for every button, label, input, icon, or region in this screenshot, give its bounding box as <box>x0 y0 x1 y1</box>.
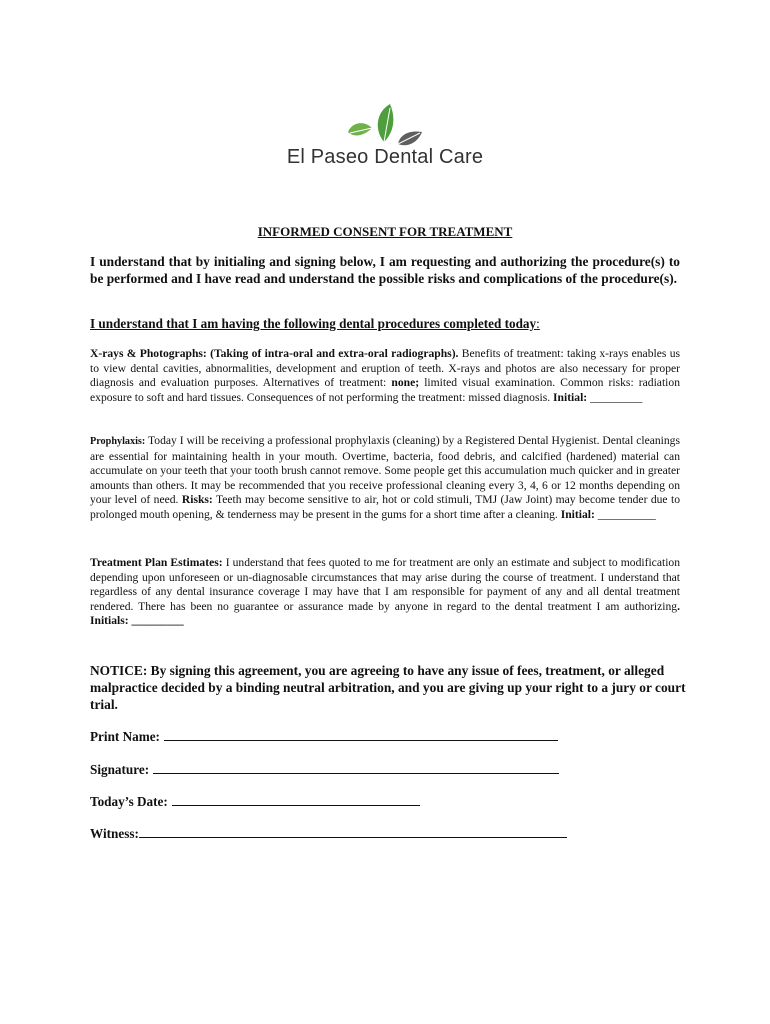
estimates-body: I understand that fees quoted to me for treatment are only an estimate and subject to modification depending upon unforeseen or un-diagnosable circumstances that may arise during the course of treatment. I understand that regardless of any dental insurance coverage I may have that I am responsible for payment of any and all dental treatment rendered. There has been no guarantee or assurance made by anyone in regard to the dental treatment I am authorizing <box>90 556 681 613</box>
witness-row <box>90 824 567 842</box>
procedures-heading-text: I understand that I am having the following dental procedures completed today <box>90 316 537 331</box>
xrays-section <box>90 347 680 405</box>
print-name-row <box>90 727 558 745</box>
three-leaves-logo-icon <box>340 102 430 150</box>
print-name-field[interactable] <box>164 727 558 741</box>
witness-label: Witness: <box>90 826 139 841</box>
prophylaxis-body-1: Today I will be receiving a professional prophylaxis (cleaning) by a Registered Dental Hygienist. Dental cleanings are essential for maintaining health in your mouth. Overtime, bacteria, food debris, and calcified (hardened) material can accumulate on your teeth that your tooth brush cannot remove. Some people get this accumulation much quicker and in greater amounts than others. It may be recommended that you receive professional cleaning every 3, 4, 6 or 12 months depending on your level of need. <box>90 434 680 507</box>
xrays-body-1: Benefits of treatment: taking x-rays enables us to view dental cavities, abnormalities, development and eruption of teeth. X-rays and photos are also necessary for proper diagnosis and evaluation purposes. Alternatives of treatment: <box>90 347 680 390</box>
signature-label: Signature: <box>90 762 150 777</box>
todays-date-row <box>90 792 420 810</box>
xrays-initial-label: Initial: <box>553 390 588 404</box>
xrays-body-2: limited visual examination. Common risks: radiation exposure to soft and hard tissues. Consequences of not performing the treatment: missed diagnosis. <box>90 376 680 404</box>
prophylaxis-initial-field[interactable]: __________ <box>594 507 656 521</box>
procedures-heading <box>90 316 680 332</box>
brand-name: El Paseo Dental Care <box>286 146 484 168</box>
estimates-period: . <box>677 599 680 613</box>
procedures-heading-colon: : <box>536 316 540 331</box>
xrays-initial-field[interactable]: _________ <box>587 390 643 404</box>
xrays-none: none; <box>391 376 420 390</box>
intro-statement: I understand that by initialing and signing below, I am requesting and authorizing the procedure(s) to be performed and I have read and understand the possible risks and complications of the procedure(s). <box>90 254 680 286</box>
signature-row <box>90 760 559 778</box>
estimates-section <box>90 556 680 629</box>
xrays-label: X-rays & Photographs: (Taking of intra-oral and extra-oral radiographs). <box>90 347 459 360</box>
arbitration-notice: NOTICE: By signing this agreement, you are agreeing to have any issue of fees, treatment, or alleged malpractice decided by a binding neutral arbitration, and you are giving up your right to a jury or court trial. <box>90 663 686 712</box>
witness-field[interactable] <box>139 824 567 838</box>
prophylaxis-label: Prophylaxis: <box>90 436 146 447</box>
prophylaxis-risks-label: Risks: <box>181 493 213 507</box>
estimates-initials-label: Initials: <box>90 614 129 628</box>
estimates-label: Treatment Plan Estimates: <box>90 556 223 569</box>
signature-field[interactable] <box>153 760 559 774</box>
prophylaxis-body-2: Teeth may become sensitive to air, hot or cold stimuli, TMJ (Jaw Joint) may become tender due to prolonged mouth opening, & tenderness may be present in the gums for a short time after a cleaning. <box>90 493 681 521</box>
todays-date-label: Today’s Date: <box>90 794 168 809</box>
document-title: INFORMED CONSENT FOR TREATMENT <box>257 224 513 239</box>
todays-date-field[interactable] <box>172 792 420 806</box>
prophylaxis-initial-label: Initial: <box>560 507 595 521</box>
print-name-label: Print Name: <box>90 729 160 744</box>
prophylaxis-section <box>90 434 680 523</box>
estimates-initials-field[interactable]: _________ <box>128 614 184 628</box>
